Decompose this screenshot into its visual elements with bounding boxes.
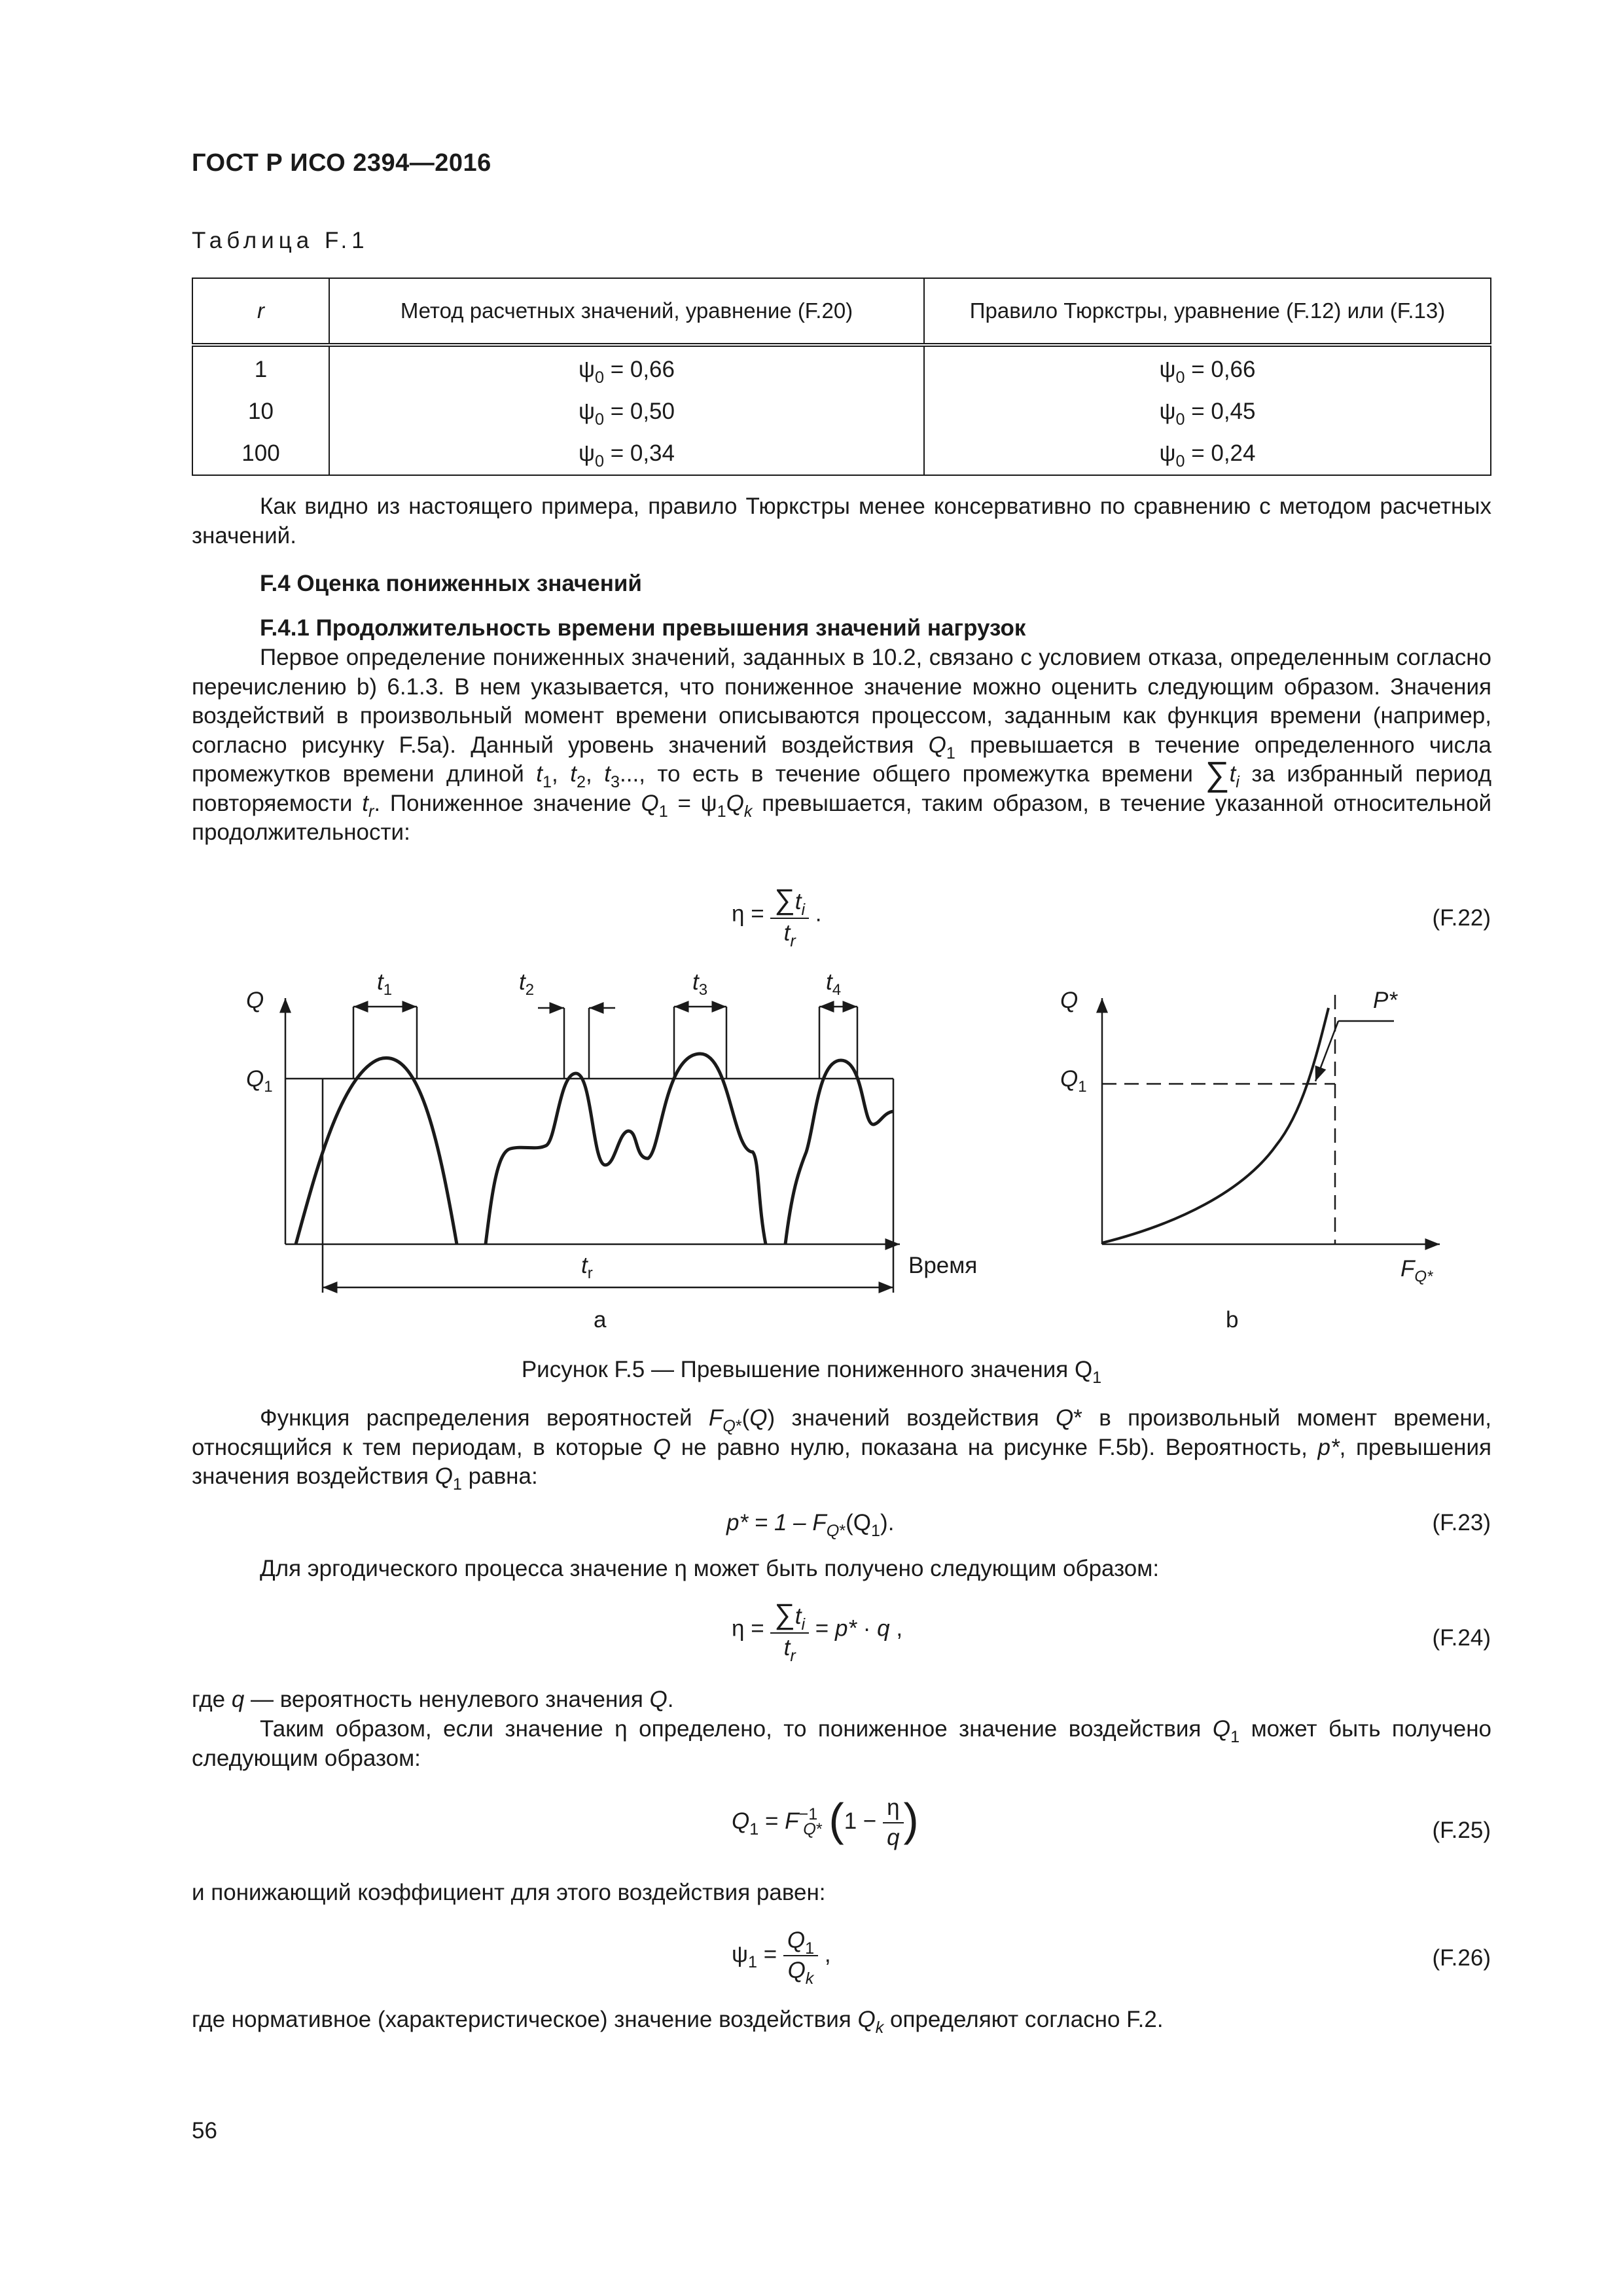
paragraph-reduced-values: Первое определение пониженных значений, заданных в 10.2, связано с условием отказа, определенным согласно перечислению b) 6.1.3. В нем указывается, что пониженное значение можно оценить следующим образом. Значения воздействий в произвольный момент времени описываются процессом, заданным как функция времени (например, согласно рисунку F.5a). Данный уровень значений воздействия $Q_1$ превышается в течение определенного числа промежутков времени длиной $t_1$, $t_2$, $t_3$..., то есть в течение общего промежутка времени $\sum t_i$ за избранный период повторяемости $t_r$. Пониженное значение $Q_1 = \psi_1Q_k$ превышается, таким образом, в течение указанной относительной продолжительности: — [192, 645, 1492, 845]
axis-label-q-b: Q — [1060, 988, 1079, 1013]
paragraph-reduction-factor: и понижающий коэффициент для этого воздействия равен: — [192, 1880, 826, 1905]
label-t2: $t_2$ — [519, 969, 535, 999]
equation-number: (F.26) — [1432, 1945, 1491, 1971]
formula-f23: $p* = 1 - F_{Q*}(Q_1)$. — [726, 1510, 895, 1540]
equation-number: (F.24) — [1432, 1625, 1491, 1651]
load-curve-pulse-3 — [785, 1060, 893, 1244]
paragraph-distribution: Функция распределения вероятностей $F_{Q*}(Q)$ значений воздействия Q* в произвольный момент времени, относящийся к тем периодам, в которые Q не равно нулю, показана на рисунке F.5b). Вероятность, p*, превышения значения воздействия $Q_1$ равна: — [192, 1405, 1491, 1494]
table-header-method: Метод расчетных значений, уравнение (F.20) — [329, 278, 924, 345]
formula-f24: η = $\frac{\sum t_i}{t_r}$ = p* · q , — [732, 1598, 903, 1665]
document-header: ГОСТ Р ИСО 2394—2016 — [192, 149, 491, 177]
label-t1: $t_1$ — [377, 969, 393, 999]
cell-method: $\psi_0 = 0,66$ — [329, 345, 924, 391]
paragraph-eta-defined: Таким образом, если значение η определено, то пониженное значение воздействия $Q_1$ может быть получено следующим образом: — [192, 1716, 1492, 1771]
label-p-star: P* — [1373, 988, 1397, 1013]
paragraph-normative-value: где нормативное (характеристическое) значение воздействия $Q_k$ определяют согласно F.2. — [192, 2007, 1164, 2037]
table-row — [192, 433, 1491, 475]
cell-r: 1 — [192, 345, 329, 391]
label-tr: $t_r$ — [581, 1253, 593, 1282]
cell-method: $\psi_0 = 0,50$ — [329, 391, 924, 433]
cell-r: 100 — [192, 433, 329, 475]
cell-turkstra: $\psi_0 = 0,24$ — [924, 433, 1491, 475]
distribution-curve — [1102, 1008, 1329, 1243]
cell-r: 10 — [192, 391, 329, 433]
formula-f25: $Q_1 = F^{-1}_{Q*}$ (1 − $\frac{\eta}{q}$ ) — [732, 1794, 919, 1850]
table-caption: Таблица F.1 — [192, 228, 369, 253]
axis-label-time: Время — [908, 1253, 978, 1278]
section-heading-f4: F.4 Оценка пониженных значений — [260, 571, 642, 596]
table-f1 — [192, 278, 1491, 476]
formula-f26: $\psi_1$ = $\frac{Q_1}{Q_k}$ , — [732, 1928, 831, 1988]
table-row — [192, 345, 1491, 391]
paragraph-ergodic: Для эргодического процесса значение η может быть получено следующим образом: — [260, 1556, 1160, 1581]
label-t3: $t_3$ — [692, 969, 708, 999]
equation-number: (F.22) — [1432, 905, 1491, 931]
paragraph-turkstra-conclusion: Как видно из настоящего примера, правило Тюркстры менее консервативно по сравнению с методом расчетных значений. — [192, 493, 1491, 548]
load-curve-pulse-1 — [296, 1058, 457, 1244]
cell-turkstra: $\psi_0 = 0,45$ — [924, 391, 1491, 433]
label-t4: $t_4$ — [826, 969, 842, 999]
axis-label-fq: $F_{Q*}$ — [1400, 1256, 1433, 1285]
paragraph-where-q: где q — вероятность ненулевого значения Q. — [192, 1687, 674, 1712]
table-header-turkstra: Правило Тюркстры, уравнение (F.12) или (F.13) — [924, 278, 1491, 345]
panel-label-a: a — [594, 1307, 607, 1333]
table-row — [192, 391, 1491, 433]
equation-number: (F.25) — [1432, 1818, 1491, 1843]
table-header-r: r — [192, 278, 329, 345]
axis-label-q1-a: $Q_1$ — [246, 1066, 273, 1096]
cell-turkstra: $\psi_0 = 0,66$ — [924, 345, 1491, 391]
formula-f22: η = $\frac{\sum t_i}{t_r}$ . — [732, 884, 822, 950]
page-number: 56 — [192, 2118, 217, 2144]
load-curve-pulse-2 — [486, 1054, 766, 1244]
figure-f5 — [0, 956, 1623, 1348]
section-heading-f41: F.4.1 Продолжительность времени превышения значений нагрузок — [260, 615, 1026, 641]
cell-method: $\psi_0 = 0,34$ — [329, 433, 924, 475]
panel-label-b: b — [1226, 1307, 1239, 1333]
axis-label-q1-b: $Q_1$ — [1060, 1066, 1087, 1096]
figure-caption: Рисунок F.5 — Превышение пониженного значения $Q_1$ — [521, 1357, 1102, 1387]
axis-label-q-a: Q — [246, 988, 264, 1013]
equation-number: (F.23) — [1432, 1510, 1491, 1535]
